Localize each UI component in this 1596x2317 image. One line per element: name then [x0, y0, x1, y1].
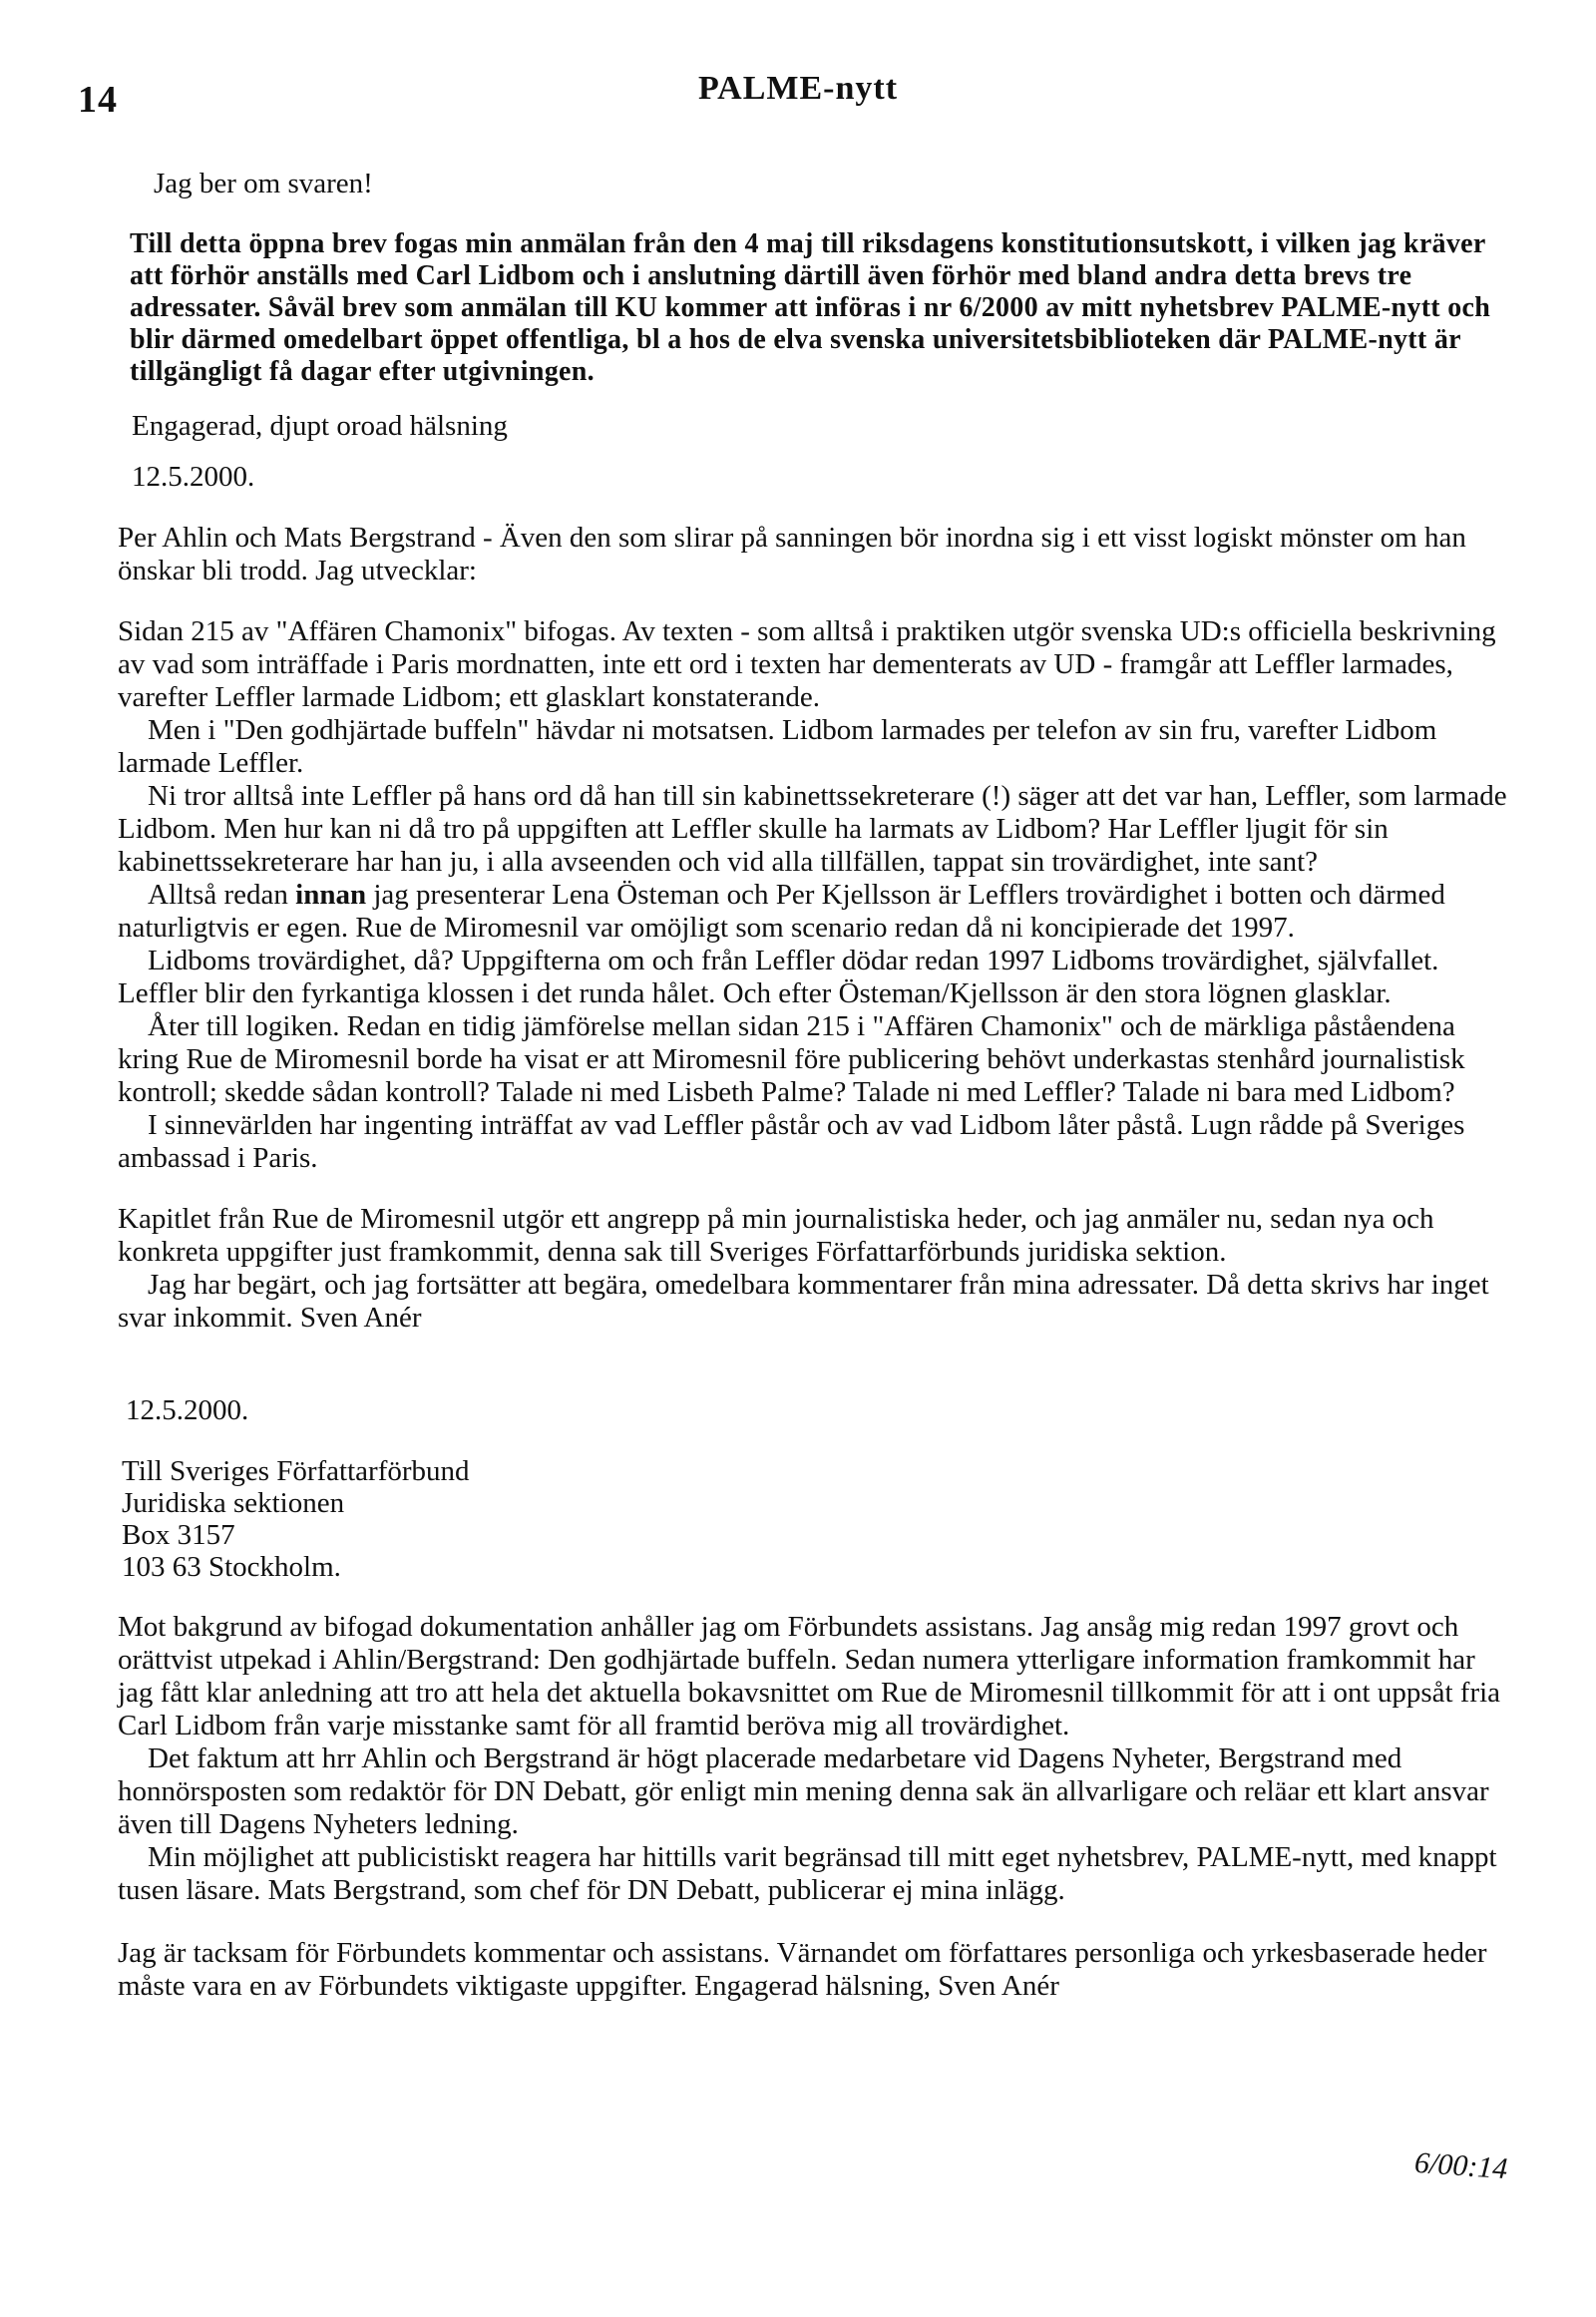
page-header: PALME-nytt	[697, 70, 899, 107]
p4-text: jag presenterar Lena Östeman och Per Kjellsson är Lefflers trovärdighet i botten och därmed naturligtvis er egen. Rue de Miromesnil var omöjligt som scenario redan då ni koncipierade det 1997.	[118, 879, 1445, 944]
p4-text: Alltså redan	[148, 879, 296, 911]
address-line: Juridiska sektionen	[122, 1487, 345, 1519]
address-block	[122, 1455, 1514, 1583]
section3-paragraph: Jag har begärt, och jag fortsätter att begära, omedelbara kommentarer från mina adressater. Då detta skrivs har inget svar inkommit. Sven Anér	[118, 1269, 1489, 1334]
page-number: 14	[78, 79, 118, 121]
page-reference: 6/00:14	[1412, 2145, 1509, 2186]
section2-paragraph	[118, 879, 1514, 945]
section2-paragraph: I sinnevärlden har ingenting inträffat av vad Leffler påstår och av vad Lidbom låter påstå. Lugn rådde på Sveriges ambassad i Paris.	[118, 1109, 1465, 1174]
section3-paragraph: Kapitlet från Rue de Miromesnil utgör ett angrepp på min journalistiska heder, och jag anmäler nu, sedan nya och konkreta uppgifter just framkommit, denna sak till Sveriges Författarförbunds juridiska sektion.	[118, 1203, 1434, 1268]
date-1: 12.5.2000.	[132, 461, 255, 493]
section4-paragraph: Min möjlighet att publicistiskt reagera har hittills varit begränsad till mitt eget nyhetsbrev, PALME-nytt, med knappt tusen läsare. Mats Bergstrand, som chef för DN Debatt, publicerar ej mina inlägg.	[118, 1841, 1497, 1906]
address-line: 103 63 Stockholm.	[122, 1551, 341, 1583]
section4-paragraph: Mot bakgrund av bifogad dokumentation anhåller jag om Förbundets assistans. Jag ansåg mig redan 1997 grovt och orättvist utpekad i Ahlin/Bergstrand: Den godhjärtade buffeln. Sedan numera ytterligare information framkommit har jag fått klar anledning att tro att hela det aktuella bokavsnittet om Rue de Miromesnil tillkommit för att i ont uppsåt fria Carl Lidbom från varje misstanke samt för all framtid beröva mig all trovärdighet.	[118, 1611, 1501, 1741]
closing-paragraph: Jag är tacksam för Förbundets kommentar och assistans. Värnandet om författares personliga och yrkesbaserade heder måste vara en av Förbundets viktigaste uppgifter. Engagerad hälsning, Sven Anér	[118, 1937, 1487, 2002]
greeting: Engagerad, djupt oroad hälsning	[132, 410, 508, 442]
intro-line: Jag ber om svaren!	[154, 168, 373, 199]
bold-paragraph: Till detta öppna brev fogas min anmälan från den 4 maj till riksdagens konstitutionsutskott, i vilken jag kräver att förhör anställs med Carl Lidbom och i anslutning därtill även förhör med bland andra detta brevs tre adressater. Såväl brev som anmälan till KU kommer att införas i nr 6/2000 av mitt nyhetsbrev PALME-nytt och blir därmed omedelbart öppet offentliga, bl a hos de elva svenska universitetsbiblioteken där PALME-nytt är tillgängligt få dagar efter utgivningen.	[130, 228, 1491, 387]
letter-body	[118, 168, 1514, 2003]
section2-paragraph: Sidan 215 av "Affären Chamonix" bifogas. Av texten - som alltså i praktiken utgör svenska UD:s officiella beskrivning av vad som inträffade i Paris mordnatten, inte ett ord i texten har dementerats av UD - framgår att Leffler larmades, varefter Leffler larmade Lidbom; ett glasklart konstaterande.	[118, 615, 1496, 713]
section2-paragraph: Ni tror alltså inte Leffler på hans ord då han till sin kabinettssekreterare (!) säger att det var han, Leffler, som larmade Lidbom. Men hur kan ni då tro på uppgiften att Leffler skulle ha larmats av Lidbom? Har Leffler ljugit för sin kabinettssekreterare har han ju, i alla avseenden och vid alla tillfällen, tappat sin trovärdighet, inte sant?	[118, 780, 1507, 878]
date-2: 12.5.2000.	[126, 1394, 249, 1426]
section4-paragraph: Det faktum att hrr Ahlin och Bergstrand är högt placerade medarbetare vid Dagens Nyheter, Bergstrand med honnörsposten som redaktör för DN Debatt, gör enligt min mening denna sak än allvarligare och reläar ett klart ansvar även till Dagens Nyheters ledning.	[118, 1742, 1489, 1840]
section2-paragraph: Lidboms trovärdighet, då? Uppgifterna om och från Leffler dödar redan 1997 Lidboms trovärdighet, självfallet. Leffler blir den fyrkantiga klossen i det runda hålet. Och efter Östeman/Kjellsson är den stora lögnen glasklar.	[118, 945, 1439, 1009]
section2-paragraph: Åter till logiken. Redan en tidig jämförelse mellan sidan 215 i "Affären Chamonix" och de märkliga påståendena kring Rue de Miromesnil borde ha visat er att Miromesnil före publicering behövt underkastas stenhård journalistisk kontroll; skedde sådan kontroll? Talade ni med Lisbeth Palme? Talade ni med Leffler? Talade ni bara med Lidbom?	[118, 1010, 1465, 1108]
p4-emphasis: innan	[295, 879, 367, 911]
section2-opening: Per Ahlin och Mats Bergstrand - Även den som slirar på sanningen bör inordna sig i ett visst logiskt mönster om han önskar bli trodd. Jag utvecklar:	[118, 522, 1466, 586]
address-line: Box 3157	[122, 1519, 235, 1551]
section2-paragraph: Men i "Den godhjärtade buffeln" hävdar ni motsatsen. Lidbom larmades per telefon av sin fru, varefter Lidbom larmade Leffler.	[118, 714, 1437, 779]
address-line: Till Sveriges Författarförbund	[122, 1455, 470, 1487]
